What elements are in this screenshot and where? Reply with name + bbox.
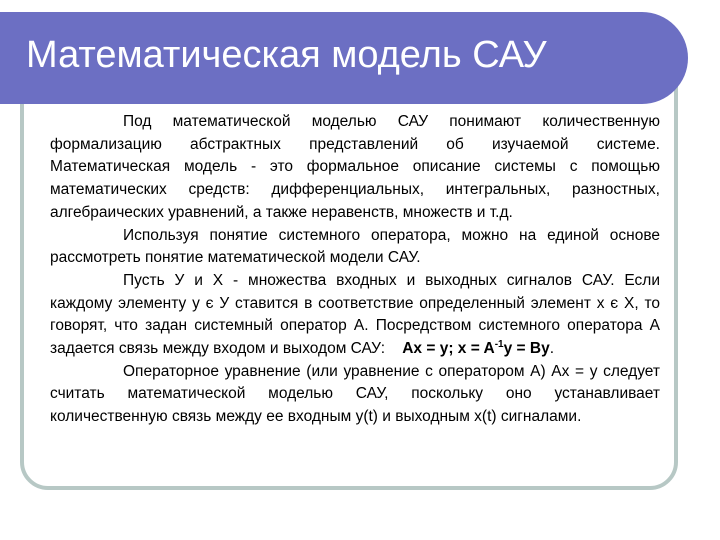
formula-period: . [549,340,555,358]
slide-body [50,111,660,429]
signal-sets-text: Пусть У и Х - множества входных и выходных сигналов САУ. Если каждому элементу у є У ставится в соответствие определенный элемент х є Х, то говорят, что задан системный оператор А. Посредством системного оператора А задается связь между входом и выходом САУ: [50,271,660,358]
paragraph-system-operator: Используя понятие системного оператора, можно на единой основе рассмотреть понятие математической модели САУ. [50,226,660,267]
formula-superscript: -1 [494,339,504,351]
paragraph-signal-sets [50,270,660,361]
formula-part-a: Ax = y; x = A [402,340,495,358]
paragraph-definition: Под математической моделью САУ понимают количественную формализацию абстрактных представлений об изучаемой системе. Математическая модель - это формальное описание системы с помощью математических средств: дифференциальных, интегральных, разностных, алгебраических уравнений, а также неравенств, множеств и т.д. [50,113,660,221]
slide-title: Математическая модель САУ [26,34,547,76]
formula [402,340,550,357]
paragraph-operator-equation: Операторное уравнение (или уравнение с оператором А) Ах = у следует считать математической моделью САУ, поскольку оно устанавливает количественную связь между ее входным у(t) и выходным x(t) сигналами. [50,362,660,426]
title-bar [0,12,688,104]
formula-part-b: y = By [503,340,550,358]
